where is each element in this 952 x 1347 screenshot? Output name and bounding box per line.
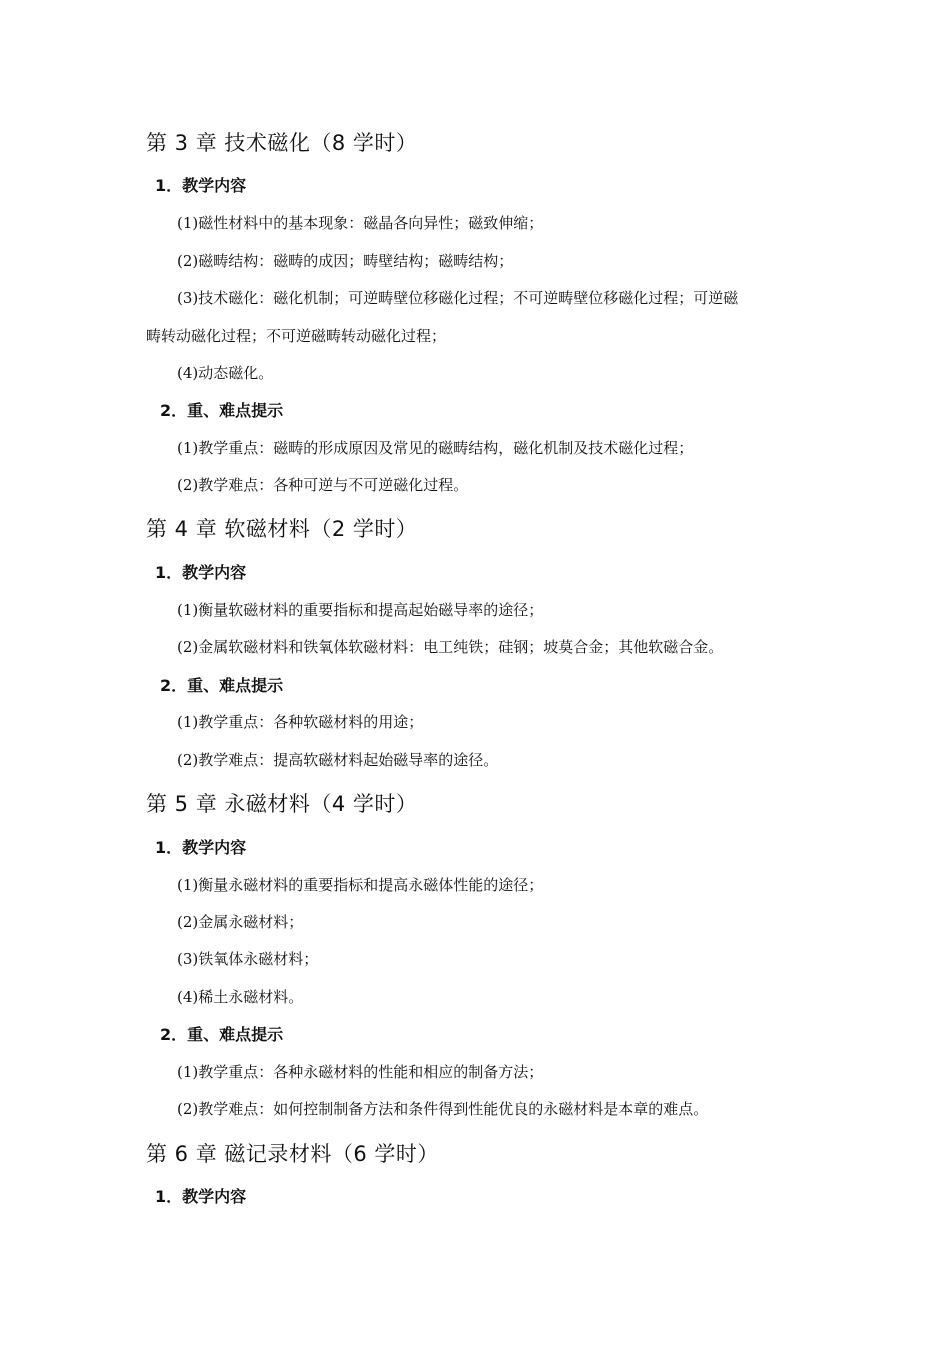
chapter-4-title: 第 4 章 软磁材料（2 学时） (146, 517, 418, 541)
chapter-3-key-item-1: (1)教学重点：磁畴的形成原因及常见的磁畴结构，磁化机制及技术磁化过程； (177, 439, 694, 457)
chapter-5-key-item-2: (2)教学难点：如何控制制备方法和条件得到性能优良的永磁材料是本章的难点。 (177, 1100, 709, 1118)
chapter-3-content-item-3-continued: 畴转动磁化过程；不可逆磁畴转动磁化过程； (146, 327, 447, 345)
chapter-5-key-item-1: (1)教学重点：各种永磁材料的性能和相应的制备方法； (177, 1063, 544, 1081)
chapter-3-content-item-1: (1)磁性材料中的基本现象：磁晶各向异性；磁致伸缩； (177, 214, 544, 232)
chapter-3-content-heading: 1．教学内容 (155, 176, 247, 195)
chapter-4-content-heading: 1．教学内容 (155, 563, 247, 582)
chapter-5-content-heading: 1．教学内容 (155, 838, 247, 857)
chapter-5-key-heading: 2．重、难点提示 (160, 1025, 284, 1044)
chapter-3-title: 第 3 章 技术磁化（8 学时） (146, 131, 418, 155)
chapter-6-content-heading: 1．教学内容 (155, 1187, 247, 1206)
chapter-4-content-item-2: (2)金属软磁材料和铁氧体软磁材料：电工纯铁；硅钢；坡莫合金；其他软磁合金。 (177, 638, 724, 656)
chapter-3-key-item-2: (2)教学难点：各种可逆与不可逆磁化过程。 (177, 476, 469, 494)
chapter-4-content-item-1: (1)衡量软磁材料的重要指标和提高起始磁导率的途径； (177, 601, 544, 619)
chapter-6-title: 第 6 章 磁记录材料（6 学时） (146, 1142, 439, 1166)
chapter-5-content-item-2: (2)金属永磁材料； (177, 913, 304, 931)
chapter-5-content-item-4: (4)稀土永磁材料。 (177, 988, 304, 1006)
chapter-5-title: 第 5 章 永磁材料（4 学时） (146, 792, 418, 816)
chapter-4-key-heading: 2．重、难点提示 (160, 676, 284, 695)
chapter-3-content-item-3: (3)技术磁化：磁化机制；可逆畴壁位移磁化过程；不可逆畴壁位移磁化过程；可逆磁 (177, 289, 739, 307)
chapter-5-content-item-3: (3)铁氧体永磁材料； (177, 950, 319, 968)
chapter-3-content-item-4: (4)动态磁化。 (177, 364, 274, 382)
chapter-3-key-heading: 2．重、难点提示 (160, 401, 284, 420)
chapter-4-key-item-1: (1)教学重点：各种软磁材料的用途； (177, 713, 424, 731)
chapter-5-content-item-1: (1)衡量永磁材料的重要指标和提高永磁体性能的途径； (177, 876, 544, 894)
chapter-3-content-item-2: (2)磁畴结构：磁畴的成因；畴壁结构；磁畴结构； (177, 252, 514, 270)
chapter-4-key-item-2: (2)教学难点：提高软磁材料起始磁导率的途径。 (177, 751, 499, 769)
